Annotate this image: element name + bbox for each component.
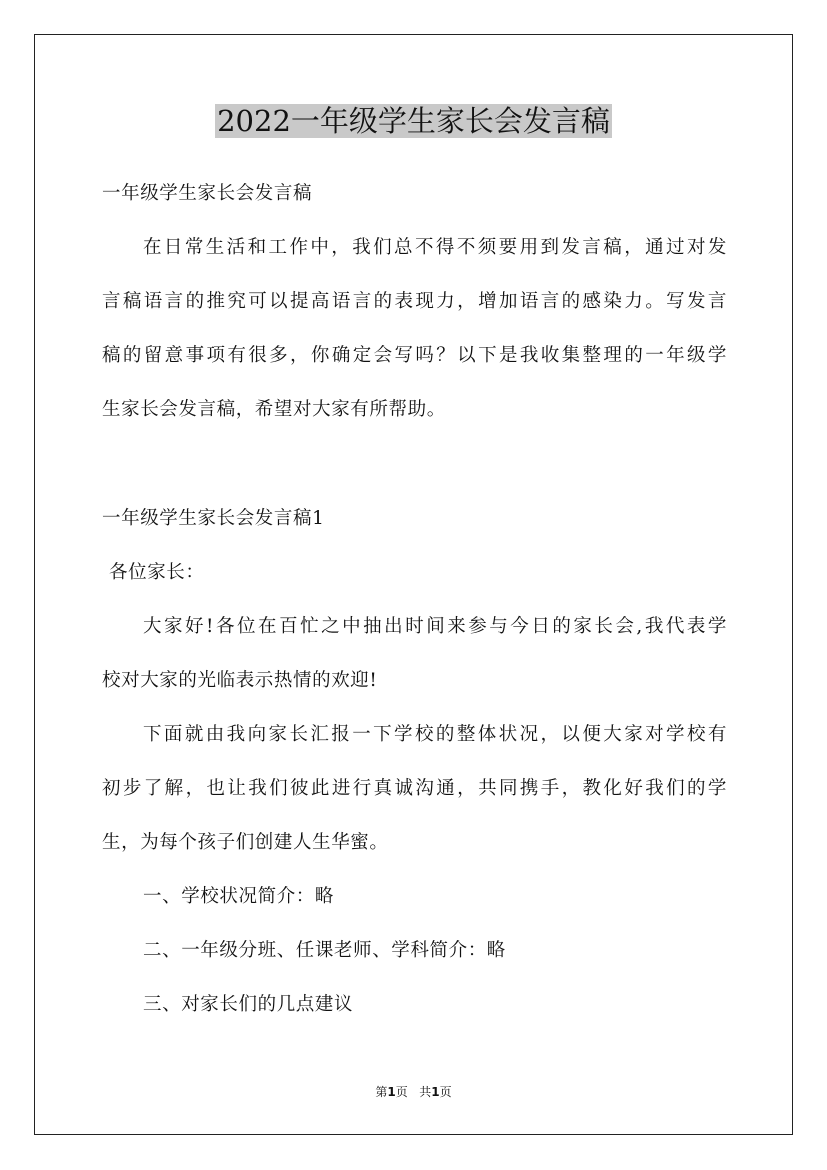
list-item: 三、对家长们的几点建议 [143,994,354,1015]
paragraph-line: 生，为每个孩子们创建人生华蜜。 [102,832,389,853]
section-heading: 一年级学生家长会发言稿1 [102,508,325,529]
page-prefix: 第 [375,1085,388,1099]
greeting: 各位家长： [109,562,205,583]
paragraph-line: 校对大家的光临表示热情的欢迎! [102,670,378,691]
page-suffix: 页 [395,1085,408,1099]
paragraph-line: 在日常生活和工作中，我们总不得不须要用到发言稿，通过对发 [143,237,727,258]
subtitle: 一年级学生家长会发言稿 [102,183,313,204]
total-suffix: 页 [439,1085,452,1099]
list-item: 二、一年级分班、任课老师、学科简介：略 [143,940,506,961]
paragraph-line: 稿的留意事项有很多，你确定会写吗？以下是我收集整理的一年级学 [102,345,727,366]
page-footer [0,1084,827,1100]
document-title-text: 2022一年级学生家长会发言稿 [217,104,610,138]
page-number: 1 [387,1085,396,1099]
list-item: 一、学校状况简介：略 [143,886,335,907]
paragraph-line: 初步了解，也让我们彼此进行真诚沟通，共同携手，教化好我们的学 [102,778,727,799]
paragraph-line: 大家好!各位在百忙之中抽出时间来参与今日的家长会,我代表学 [143,616,727,637]
paragraph-line: 言稿语言的推究可以提高语言的表现力，增加语言的感染力。写发言 [102,291,727,312]
total-number: 1 [431,1085,440,1099]
total-prefix: 共 [419,1085,432,1099]
document-title [0,100,827,142]
paragraph-line: 生家长会发言稿，希望对大家有所帮助。 [102,399,446,420]
paragraph-line: 下面就由我向家长汇报一下学校的整体状况，以便大家对学校有 [143,724,727,745]
